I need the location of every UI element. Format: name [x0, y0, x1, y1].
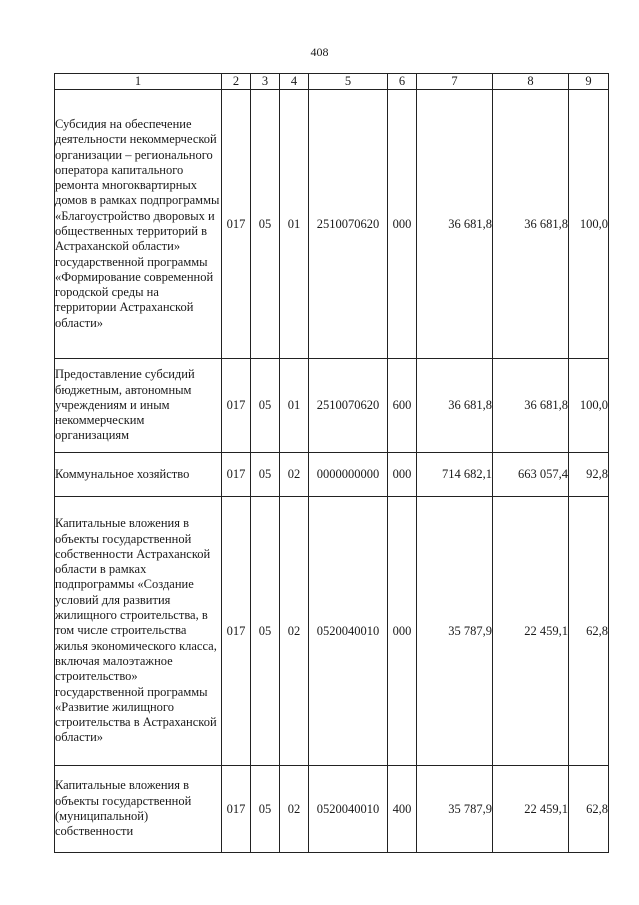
cell-col9: 62,8: [569, 497, 609, 766]
cell-col8: 663 057,4: [493, 453, 569, 497]
cell-col3: 05: [251, 359, 280, 453]
cell-col6: 000: [388, 497, 417, 766]
header-cell: 2: [222, 74, 251, 90]
cell-col5: 0520040010: [309, 766, 388, 853]
row-description: Коммунальное хозяйство: [55, 453, 222, 497]
cell-col3: 05: [251, 453, 280, 497]
cell-col5: 0000000000: [309, 453, 388, 497]
row-description: Капитальные вложения в объекты государственной собственности Астраханской области в рамках подпрограммы «Создание условий для развития жилищного строительства, в том числе строительства жилья экономического класса, включая малоэтажное строительство» государственной программы «Развитие жилищного строительства в Астраханской области»: [55, 497, 222, 766]
cell-col8: 36 681,8: [493, 90, 569, 359]
table-row: [55, 497, 609, 766]
cell-col4: 02: [280, 497, 309, 766]
cell-col2: 017: [222, 90, 251, 359]
cell-col7: 35 787,9: [417, 497, 493, 766]
row-description: Субсидия на обеспечение деятельности некоммерческой организации – регионального оператора капитального ремонта многоквартирных домов в рамках подпрограммы «Благоустройство дворовых и общественных территорий в Астраханской области» государственной программы «Формирование современной городской среды на территории Астраханской области»: [55, 90, 222, 359]
header-cell: 7: [417, 74, 493, 90]
header-cell: 5: [309, 74, 388, 90]
cell-col5: 2510070620: [309, 90, 388, 359]
header-cell: 3: [251, 74, 280, 90]
cell-col2: 017: [222, 453, 251, 497]
cell-col4: 02: [280, 766, 309, 853]
cell-col6: 000: [388, 90, 417, 359]
header-cell: 8: [493, 74, 569, 90]
cell-col2: 017: [222, 359, 251, 453]
page-number: 408: [310, 45, 329, 59]
row-description: Предоставление субсидий бюджетным, автономным учреждениям и иным некоммерческим организациям: [55, 359, 222, 453]
cell-col4: 02: [280, 453, 309, 497]
header-row: [55, 74, 609, 90]
cell-col5: 2510070620: [309, 359, 388, 453]
cell-col6: 000: [388, 453, 417, 497]
cell-col9: 62,8: [569, 766, 609, 853]
cell-col7: 36 681,8: [417, 90, 493, 359]
header-cell: 9: [569, 74, 609, 90]
cell-col9: 92,8: [569, 453, 609, 497]
cell-col2: 017: [222, 766, 251, 853]
cell-col8: 22 459,1: [493, 497, 569, 766]
cell-col5: 0520040010: [309, 497, 388, 766]
row-description: Капитальные вложения в объекты государственной (муниципальной) собственности: [55, 766, 222, 853]
cell-col8: 22 459,1: [493, 766, 569, 853]
table-row: [55, 90, 609, 359]
table-row: [55, 453, 609, 497]
cell-col9: 100,0: [569, 90, 609, 359]
cell-col8: 36 681,8: [493, 359, 569, 453]
table-row: [55, 766, 609, 853]
cell-col7: 714 682,1: [417, 453, 493, 497]
header-cell: 6: [388, 74, 417, 90]
table-row: [55, 359, 609, 453]
cell-col7: 35 787,9: [417, 766, 493, 853]
budget-table: [54, 73, 609, 853]
header-cell: 4: [280, 74, 309, 90]
cell-col3: 05: [251, 90, 280, 359]
cell-col3: 05: [251, 497, 280, 766]
header-cell: 1: [55, 74, 222, 90]
cell-col4: 01: [280, 359, 309, 453]
cell-col3: 05: [251, 766, 280, 853]
cell-col7: 36 681,8: [417, 359, 493, 453]
cell-col9: 100,0: [569, 359, 609, 453]
cell-col2: 017: [222, 497, 251, 766]
cell-col6: 400: [388, 766, 417, 853]
cell-col6: 600: [388, 359, 417, 453]
cell-col4: 01: [280, 90, 309, 359]
